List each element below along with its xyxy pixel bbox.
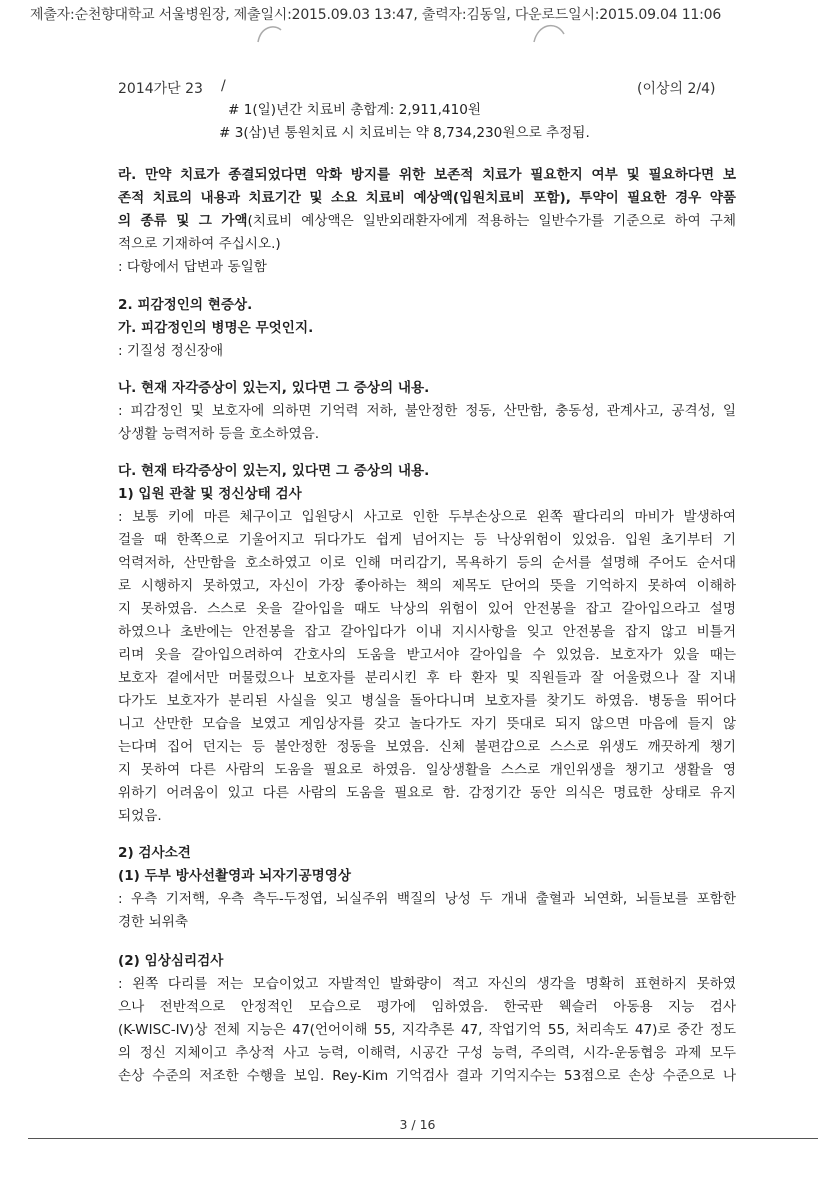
- page-number: 3 / 16: [399, 1117, 436, 1132]
- observation-line-13: 위하기 어려움이 있고 다른 사람의 도움을 필요로 함. 감정기간 동안 의식은 명료한 상태로 유지: [118, 785, 736, 801]
- psych-test-line-5: 손상 수준의 저조한 수행을 보임. Rey-Kim 기억검사 결과 기억지수는 53점으로 손상 수준으로 나: [118, 1068, 736, 1084]
- observation-line-8: 보호자 곁에서만 머물렀으나 보호자를 분리시킨 후 타 환자 및 직원들과 잘 어울렸으나 잘 지내: [118, 670, 736, 686]
- observation-line-12: 지 못하여 다른 사람의 도움을 필요로 하였음. 일상생활을 스스로 개인위생을 챙기고 생활을 영: [118, 762, 736, 778]
- question-ga: 가. 피감정인의 병명은 무엇인지.: [118, 320, 314, 336]
- answer-na-line-2: 상생활 능력저하 등을 호소하였음.: [118, 426, 320, 442]
- footer-divider: [28, 1138, 818, 1139]
- observation-line-2: 걸을 때 한쪽으로 기울어지고 뒤다가도 쉽게 넘어지는 등 낙상위험이 있었음. 입원 초기부터 기: [118, 532, 736, 548]
- question-ra-line-3: [118, 212, 736, 230]
- psych-test-heading: (2) 임상심리검사: [118, 953, 224, 969]
- observation-line-6: 하였으나 초반에는 안전봉을 잡고 갈아입다가 이내 지시사항을 잊고 안전봉을 잡지 않고 비틀거: [118, 624, 736, 640]
- observation-line-11: 는다며 집어 던지는 등 불안정한 정동을 보였음. 신체 불편감으로 스스로 위생도 깨끗하게 챙기: [118, 739, 736, 755]
- subsection-1-heading: 1) 입원 관찰 및 정신상태 검사: [118, 486, 302, 502]
- observation-line-1: : 보통 키에 마른 체구이고 입원당시 사고로 인한 두부손상으로 왼쪽 팔다리의 마비가 발생하여: [118, 509, 736, 525]
- observation-line-5: 지 못하였음. 스스로 옷을 갈아입을 때도 낙상의 위험이 있어 안전봉을 잡고 갈아입으라고 설명: [118, 601, 736, 617]
- psych-test-line-3: (K-WISC-IV)상 전체 지능은 47(언어이해 55, 지각추론 47, 작업기억 55, 처리속도 47)로 중간 정도: [118, 1022, 736, 1038]
- psych-test-line-4: 의 정신 지체이고 추상적 사고 능력, 이해력, 시공간 구성 능력, 주의력, 시각-운동협응 과제 모두: [118, 1045, 736, 1061]
- observation-line-10: 니고 산만한 모습을 보였고 게임상자를 갖고 놀다가도 자기 뜻대로 되지 않으면 마음에 들지 않: [118, 716, 736, 732]
- cost-estimate-line: # 3(삼)년 통원치료 시 치료비는 약 8,734,230원으로 추정됨.: [219, 125, 590, 141]
- submission-header-stamp: 제출자:순천향대학교 서울병원장, 제출일시:2015.09.03 13:47, 출력자:김동일, 다운로드일시:2015.09.04 11:06: [30, 7, 722, 23]
- observation-line-4: 로 시행하지 못하였고, 자신이 가장 좋아하는 책의 제목도 단어의 뜻을 기억하지 못하여 이해하: [118, 578, 736, 594]
- cost-total-line: # 1(일)년간 치료비 총합계: 2,911,410원: [228, 102, 482, 118]
- case-slash: /: [221, 78, 226, 94]
- answer-ga: : 기질성 정신장애: [118, 343, 224, 359]
- observation-line-7: 리며 옷을 갈아입으려하여 간호사의 도움을 받고서야 갈아입을 수 있었음. 보호자가 있을 때는: [118, 647, 736, 663]
- observation-line-14: 되었음.: [118, 808, 162, 824]
- observation-line-3: 억력저하, 산만함을 호소하였고 이로 인해 머리감기, 목욕하기 등의 순서를 설명해 주어도 순서대: [118, 555, 736, 571]
- scan-artifact-mark-left: [255, 20, 285, 46]
- psych-test-line-1: : 왼쪽 다리를 저는 모습이었고 자발적인 발화량이 적고 자신의 생각을 명확히 표현하지 못하였: [118, 976, 736, 992]
- imaging-heading: (1) 두부 방사선촬영과 뇌자기공명영상: [118, 868, 352, 884]
- question-na: 나. 현재 자각증상이 있는지, 있다면 그 증상의 내용.: [118, 380, 430, 396]
- imaging-finding-line-2: 경한 뇌위축: [118, 914, 188, 930]
- question-da: 다. 현재 타각증상이 있는지, 있다면 그 증상의 내용.: [118, 463, 430, 479]
- imaging-finding-line-1: : 우측 기저핵, 우측 측두-두정엽, 뇌실주위 백질의 낭성 두 개내 출혈과 뇌연화, 뇌들보를 포함한: [118, 891, 736, 907]
- observation-line-9: 다가도 보호자가 분리된 사실을 잊고 병실을 돌아다니며 보호자를 찾기도 하였음. 병동을 뛰어다: [118, 693, 736, 709]
- question-ra-line-1: 라. 만약 치료가 종결되었다면 악화 방지를 위한 보존적 치료가 필요한지 여부 및 필요하다면 보: [118, 167, 736, 183]
- case-number: 2014가단 23: [118, 81, 203, 97]
- question-ra-line-4: 적으로 기재하여 주십시오.): [118, 236, 281, 252]
- question-ra-line-3-bold: 의 종류 및 그 가액: [118, 213, 248, 229]
- scan-artifact-mark-right: [530, 18, 570, 46]
- psych-test-line-2: 으나 전반적으로 안정적인 모습으로 평가에 임하였음. 한국판 웩슬러 아동용 지능 검사: [118, 999, 736, 1015]
- question-ra-line-2: 존적 치료의 내용과 치료기간 및 소요 치료비 예상액(입원치료비 포함), 투약이 필요한 경우 약품: [118, 190, 736, 206]
- section-2-heading: 2. 피감정인의 현증상.: [118, 297, 253, 313]
- question-ra-line-3-rest: (치료비 예상액은 일반외래환자에게 적용하는 일반수가를 기준으로 하여 구체: [247, 213, 736, 229]
- subsection-2-heading: 2) 검사소견: [118, 845, 191, 861]
- answer-ra: : 다항에서 답변과 동일함: [118, 259, 267, 275]
- page-reference: (이상의 2/4): [637, 81, 716, 97]
- answer-na-line-1: : 피감정인 및 보호자에 의하면 기억력 저하, 불안정한 정동, 산만함, 충동성, 관계사고, 공격성, 일: [118, 403, 736, 419]
